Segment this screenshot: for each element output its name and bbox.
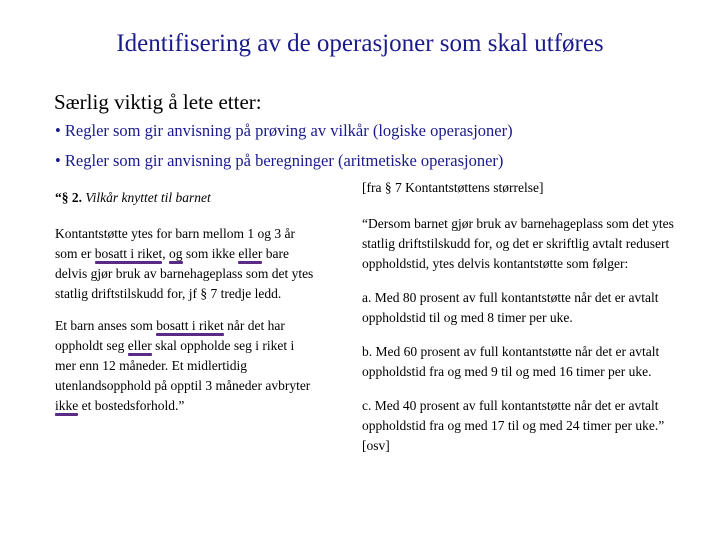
underlined-term: eller: [238, 246, 263, 261]
bullet-marker: •: [55, 121, 61, 140]
text-run: bare delvis gjør bruk av barnehageplass som det ytes statlig driftstilskudd for, jf § 7 tredje ledd.: [55, 246, 314, 301]
text-run: ,: [162, 246, 169, 261]
underlined-term: bosatt i riket: [156, 318, 224, 333]
bullet-text: Regler som gir anvisning på prøving av vilkår (logiske operasjoner): [64, 121, 513, 140]
text-run: Et barn anses som: [55, 318, 157, 333]
underlined-term: og: [169, 246, 183, 261]
bullet-list: [55, 120, 513, 180]
item-c: c. Med 40 prosent av full kontantstøtte når det er avtalt oppholdstid fra og med 17 til og med 24 timer per uke.” [osv]: [362, 398, 665, 453]
section-title: Vilkår knyttet til barnet: [85, 190, 211, 205]
underlined-term: bosatt i riket: [94, 246, 163, 261]
paragraph-1: [55, 224, 317, 304]
text-run: Kontantstøtte ytes for barn mellom 1 og 3 år som er: [55, 226, 295, 261]
subtitle: Særlig viktig å lete etter:: [54, 90, 262, 114]
item-a: a. Med 80 prosent av full kontantstøtte når det er avtalt oppholdstid til og med 8 timer per uke.: [362, 290, 659, 325]
slide-title: Identifisering av de operasjoner som skal utføres: [116, 30, 604, 57]
law-text-section-2: [55, 188, 317, 428]
bullet-marker: •: [55, 151, 61, 170]
underlined-term: ikke: [55, 398, 79, 413]
text-run: et bostedsforhold.”: [78, 398, 185, 413]
section-heading: [55, 188, 317, 208]
paragraph-2: [55, 316, 317, 416]
underlined-term: eller: [127, 338, 152, 353]
intro-paragraph: “Dersom barnet gjør bruk av barnehageplass som det ytes statlig driftstilskudd for, og det er skriftlig avtalt redusert oppholdstid, ytes delvis kontantstøtte som følger:: [362, 216, 674, 271]
bullet-item: [55, 150, 513, 180]
text-run: som ikke: [182, 246, 239, 261]
bullet-item: [55, 120, 513, 150]
item-b: b. Med 60 prosent av full kontantstøtte når det er avtalt oppholdstid fra og med 9 til og med 16 timer per uke.: [362, 344, 660, 379]
law-text-section-7: [362, 178, 692, 470]
source-reference: [fra § 7 Kontantstøttens størrelse]: [362, 180, 544, 195]
bullet-text: Regler som gir anvisning på beregninger (aritmetiske operasjoner): [64, 151, 504, 170]
text-run: skal oppholde seg i riket i mer enn 12 måneder. Et midlertidig utenlandsopphold på opptil 3 måneder avbryter: [55, 338, 311, 393]
text-run: når det har oppholdt seg: [55, 318, 285, 353]
section-number: “§ 2.: [55, 190, 82, 205]
